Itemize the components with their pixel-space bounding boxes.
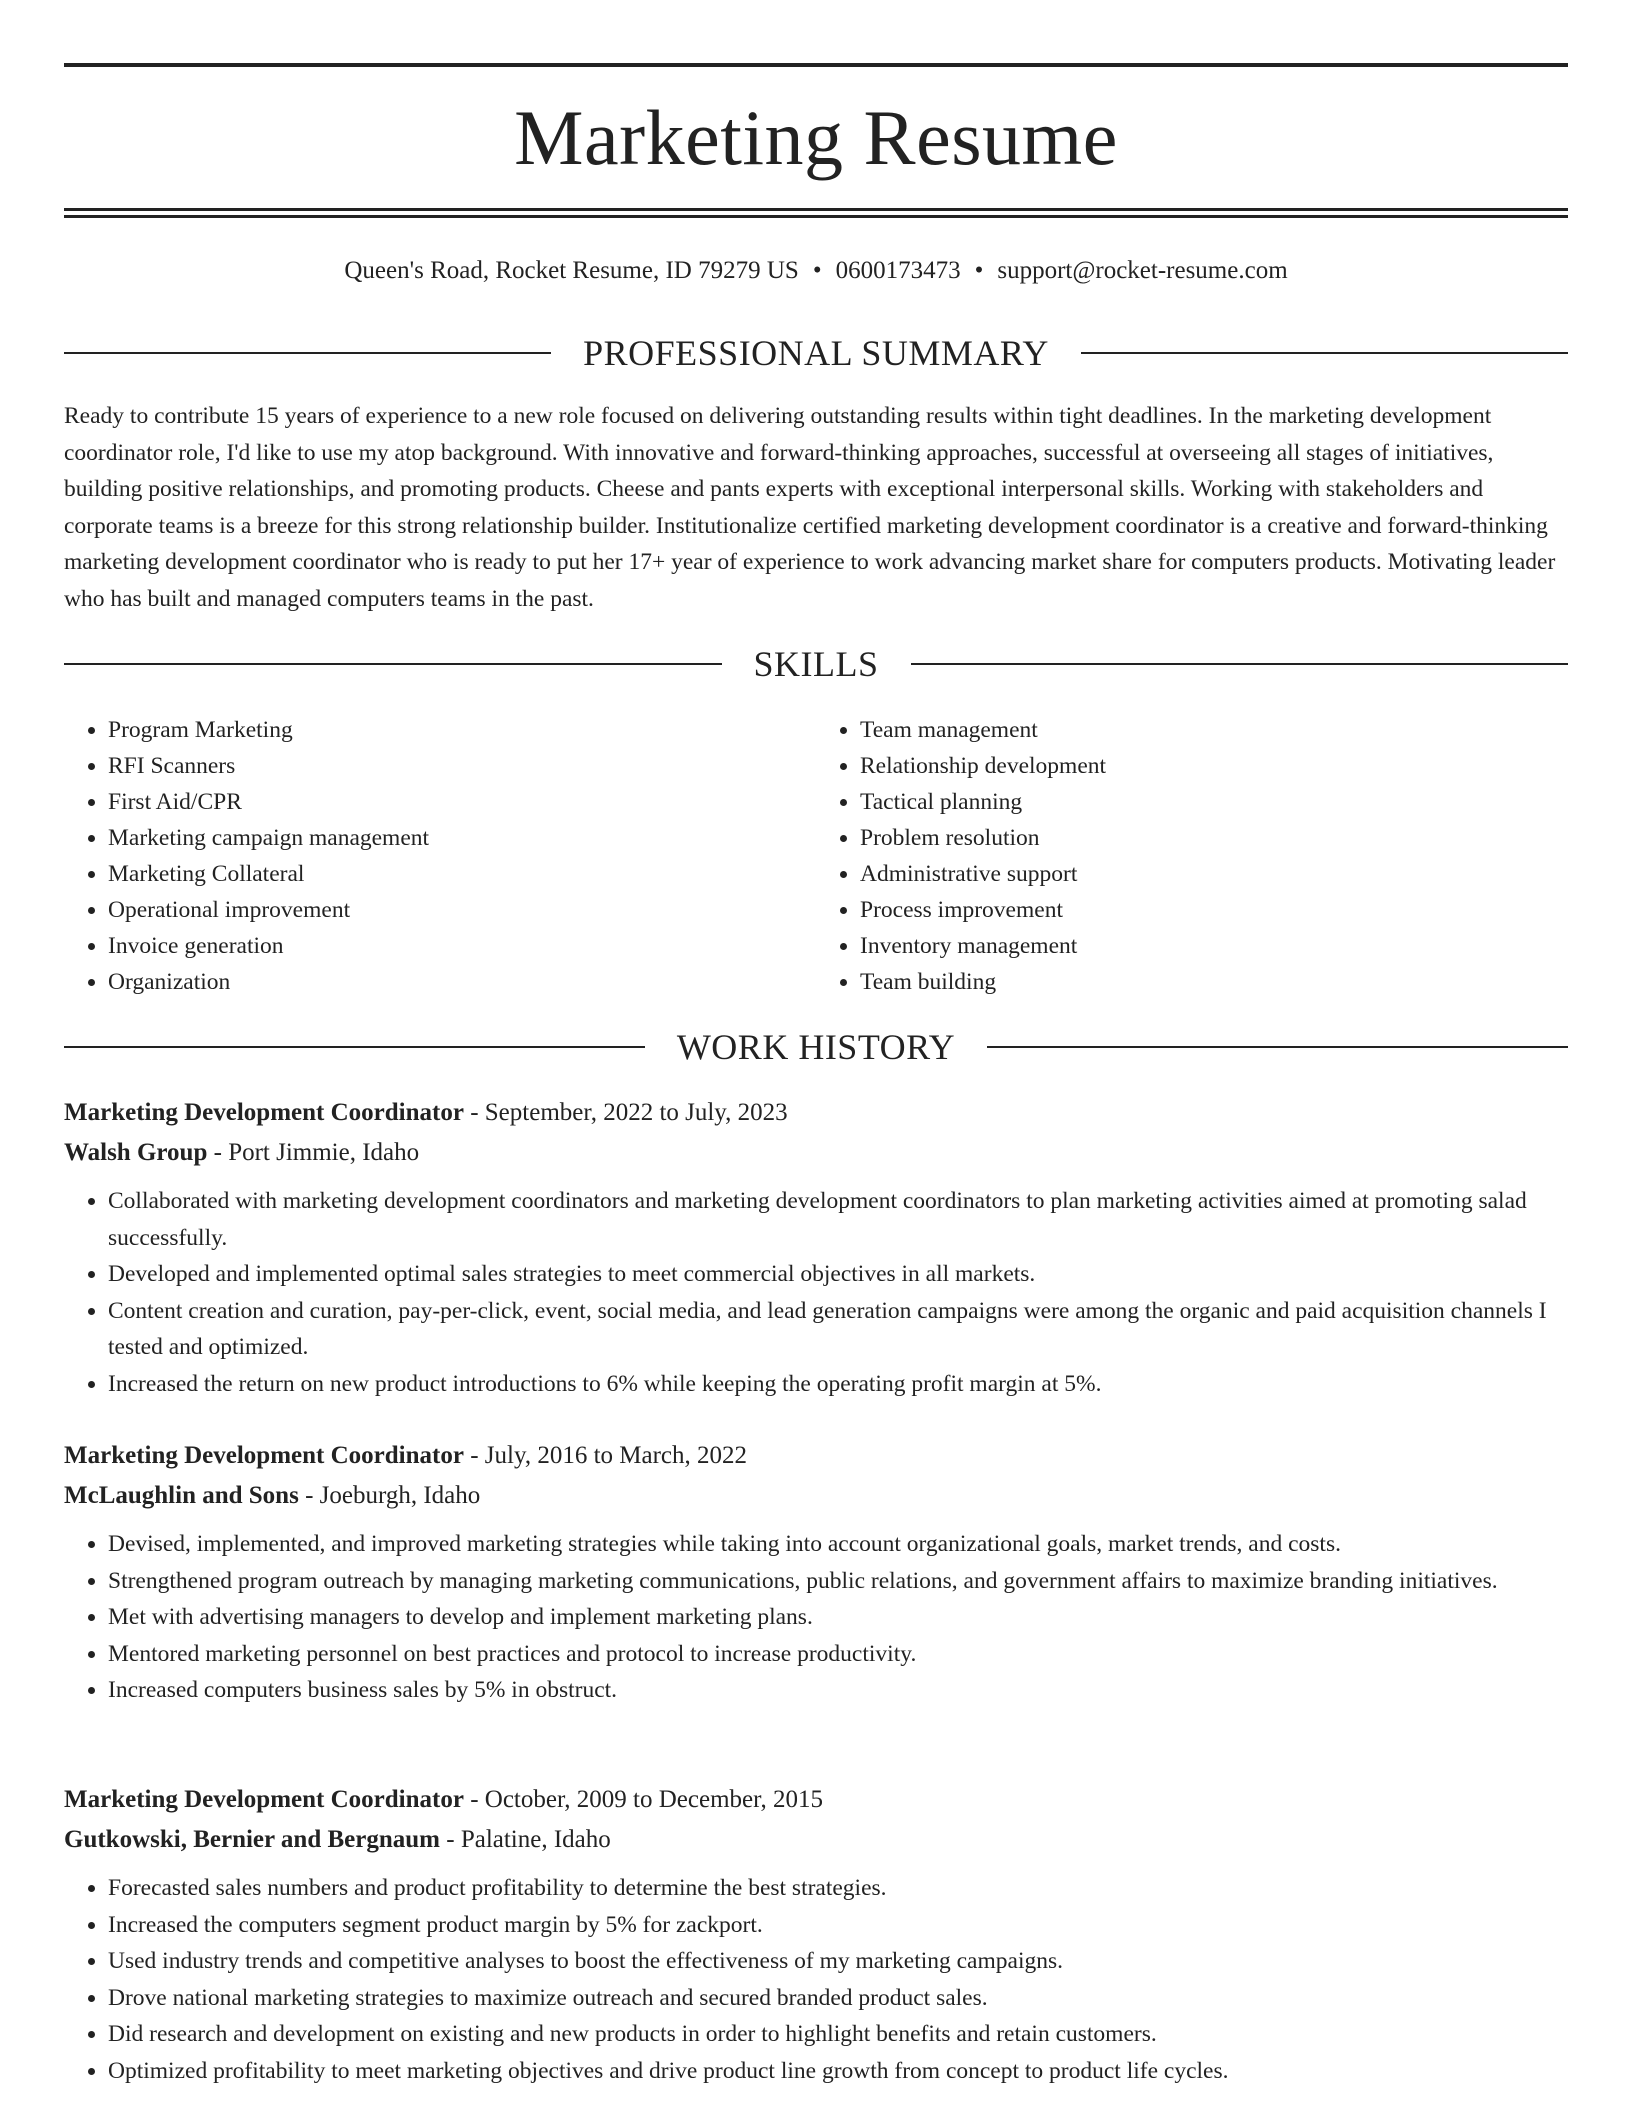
job-company: Walsh Group (64, 1139, 208, 1166)
job-bullets (64, 1183, 1568, 1402)
contact-separator: • (974, 257, 984, 284)
job-bullets (64, 1526, 1568, 1709)
job-title-line (64, 1436, 1568, 1476)
summary-heading (64, 331, 1568, 375)
skills-heading-label: SKILLS (753, 644, 879, 684)
skill-item: • Marketing Collateral (108, 856, 816, 892)
job-dash: - (207, 1139, 229, 1166)
work-history-heading (64, 1025, 1568, 1069)
job-title: Marketing Development Coordinator (64, 1786, 464, 1813)
skill-item: • Program Marketing (108, 712, 816, 748)
skill-item: • Invoice generation (108, 928, 816, 964)
job-title: Marketing Development Coordinator (64, 1099, 464, 1126)
heading-rule-left (64, 663, 722, 665)
job-location: Port Jimmie, Idaho (228, 1139, 420, 1166)
job-title-line (64, 1780, 1568, 1820)
job-bullet: • Content creation and curation, pay-per-click, event, social media, and lead generation campaigns were among the organic and paid acquisition channels I tested and optimized. (108, 1293, 1568, 1366)
job-bullet: • Mentored marketing personnel on best practices and protocol to increase productivity. (108, 1636, 1568, 1673)
job-bullet: • Did research and development on existing and new products in order to highlight benefits and retain customers. (108, 2016, 1568, 2053)
contact-phone: 0600173473 (835, 257, 961, 284)
skill-item: • Problem resolution (860, 820, 1568, 856)
contact-address: Queen's Road, Rocket Resume, ID 79279 US (344, 257, 799, 284)
job-location: Palatine, Idaho (460, 1826, 611, 1853)
job-bullet: • Developed and implemented optimal sales strategies to meet commercial objectives in all markets. (108, 1256, 1568, 1293)
job-bullet: • Increased the return on new product introductions to 6% while keeping the operating profit margin at 5%. (108, 1366, 1568, 1403)
skills-heading (64, 642, 1568, 686)
job-dash: - (463, 1099, 485, 1126)
skills-column-right (816, 712, 1568, 1000)
job-bullet: • Optimized profitability to meet marketing objectives and drive product line growth from concept to product life cycles. (108, 2053, 1568, 2090)
skills-list (64, 712, 1568, 1000)
job-dash: - (463, 1786, 485, 1813)
work-history-heading-label: WORK HISTORY (676, 1027, 956, 1067)
job-entry (64, 1436, 1568, 1709)
job-bullet: • Drove national marketing strategies to maximize outreach and secured branded product sales. (108, 1980, 1568, 2017)
job-company: Gutkowski, Bernier and Bergnaum (64, 1826, 440, 1853)
summary-text: Ready to contribute 15 years of experience to a new role focused on delivering outstanding results within tight deadlines. In the marketing development coordinator role, I'd like to use my atop background. With innovative and forward-thinking approaches, successful at overseeing all stages of initiatives, building positive relationships, and promoting products. Cheese and pants experts with exceptional interpersonal skills. Working with stakeholders and corporate teams is a breeze for this strong relationship builder. Institutionalize certified marketing development coordinator is a creative and forward-thinking marketing development coordinator who is ready to put her 17+ year of experience to work advancing market share for computers products. Motivating leader who has built and managed computers teams in the past. (64, 403, 1556, 612)
job-bullet: • Collaborated with marketing development coordinators and marketing development coordinators to plan marketing activities aimed at promoting salad successfully. (108, 1183, 1568, 1256)
skill-item: • RFI Scanners (108, 748, 816, 784)
job-bullet: • Forecasted sales numbers and product profitability to determine the best strategies. (108, 1870, 1568, 1907)
job-entry (64, 1093, 1568, 1402)
job-bullet: • Increased the computers segment product margin by 5% for zackport. (108, 1907, 1568, 1944)
heading-rule-right (987, 1046, 1568, 1048)
job-dash: - (298, 1482, 320, 1509)
job-title: Marketing Development Coordinator (64, 1442, 464, 1469)
skills-column-left (64, 712, 816, 1000)
job-bullet: • Strengthened program outreach by managing marketing communications, public relations, and government affairs to maximize branding initiatives. (108, 1563, 1568, 1600)
job-dash: - (439, 1826, 461, 1853)
job-bullet: • Devised, implemented, and improved marketing strategies while taking into account organizational goals, market trends, and costs. (108, 1526, 1568, 1563)
contact-email[interactable]: support@rocket-resume.com (997, 257, 1288, 284)
heading-rule-left (64, 1046, 645, 1048)
heading-rule-right (911, 663, 1569, 665)
job-dash: - (463, 1442, 485, 1469)
skill-item: • Process improvement (860, 892, 1568, 928)
summary-heading-label: PROFESSIONAL SUMMARY (583, 333, 1049, 373)
job-location: Joeburgh, Idaho (319, 1482, 481, 1509)
header-double-rule (64, 208, 1568, 218)
heading-rule-right (1081, 352, 1568, 354)
skill-item: • Marketing campaign management (108, 820, 816, 856)
job-bullets (64, 1870, 1568, 2089)
skill-item: • First Aid/CPR (108, 784, 816, 820)
skill-item: • Inventory management (860, 928, 1568, 964)
contact-separator: • (812, 257, 822, 284)
skill-item: • Relationship development (860, 748, 1568, 784)
job-company-line (64, 1133, 1568, 1173)
job-company-line (64, 1476, 1568, 1516)
job-entry (64, 1780, 1568, 2089)
job-bullet: • Increased computers business sales by 5% in obstruct. (108, 1672, 1568, 1709)
page-title: Marketing Resume (514, 94, 1118, 181)
job-dates: October, 2009 to December, 2015 (484, 1786, 823, 1813)
job-company-line (64, 1820, 1568, 1860)
contact-info (64, 254, 1568, 288)
skill-item: • Organization (108, 964, 816, 1000)
job-dates: July, 2016 to March, 2022 (484, 1442, 748, 1469)
skill-item: • Operational improvement (108, 892, 816, 928)
job-bullet: • Met with advertising managers to develop and implement marketing plans. (108, 1599, 1568, 1636)
header-top-rule (64, 63, 1568, 67)
job-dates: September, 2022 to July, 2023 (484, 1099, 788, 1126)
job-title-line (64, 1093, 1568, 1133)
skill-item: • Tactical planning (860, 784, 1568, 820)
skill-item: • Team building (860, 964, 1568, 1000)
job-bullet: • Used industry trends and competitive analyses to boost the effectiveness of my marketing campaigns. (108, 1943, 1568, 1980)
heading-rule-left (64, 352, 551, 354)
job-company: McLaughlin and Sons (64, 1482, 299, 1509)
skill-item: • Administrative support (860, 856, 1568, 892)
skill-item: • Team management (860, 712, 1568, 748)
